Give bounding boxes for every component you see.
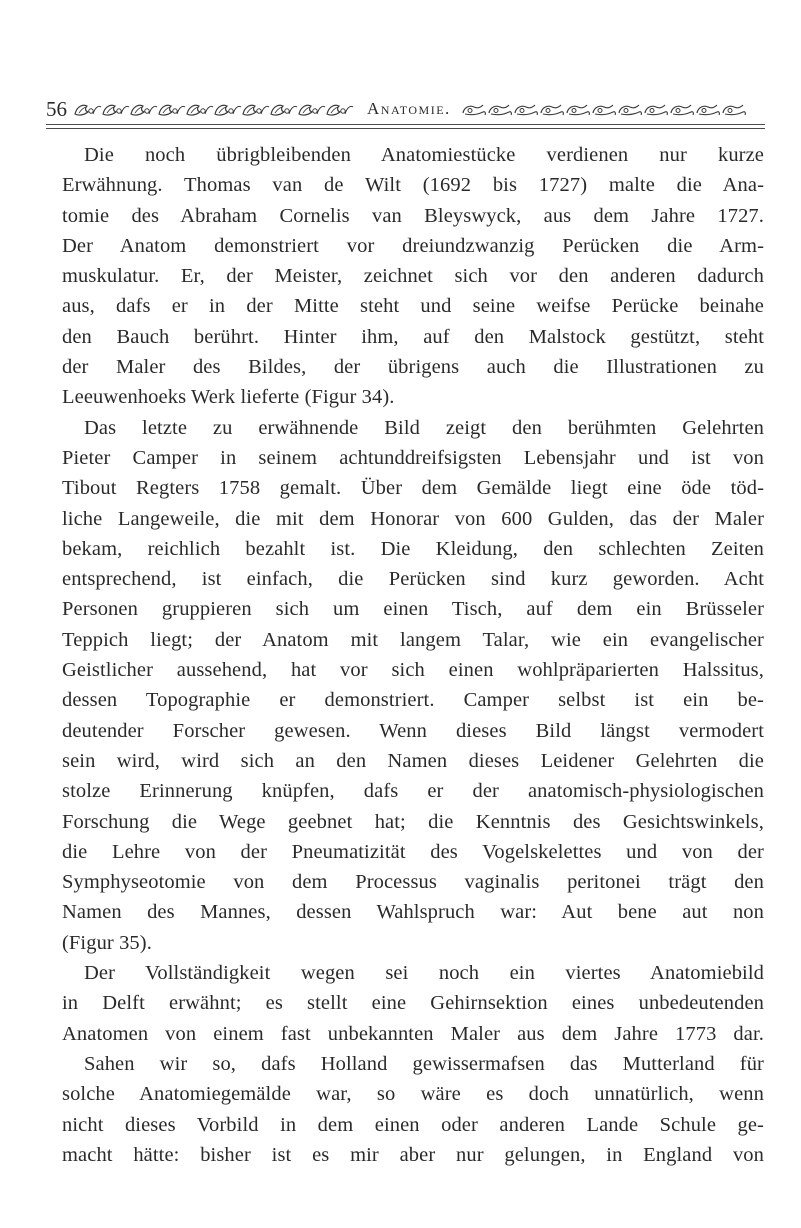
text-line: Namen des Mannes, dessen Wahlspruch war: Aut bene aut non <box>62 901 764 924</box>
text-line: (Figur 35). <box>62 931 152 954</box>
header-rule-lower <box>46 128 765 129</box>
text-line: Personen gruppieren sich um einen Tisch, auf dem ein Brüsseler <box>62 598 764 621</box>
text-line: Geistlicher aussehend, hat vor sich einen wohlpräparierten Halssitus, <box>62 659 764 682</box>
text-line: Sahen wir so, dafs Holland gewissermafsen das Mutterland für <box>84 1052 764 1075</box>
text-line: Teppich liegt; der Anatom mit langem Talar, wie ein evangelischer <box>62 628 764 651</box>
text-line: Die noch übrigbleibenden Anatomiestücke verdienen nur kurze <box>84 144 764 166</box>
text-line: Der Vollständigkeit wegen sei noch ein viertes Anatomiebild <box>84 962 764 985</box>
body-text <box>62 140 764 1170</box>
header-rule-upper <box>46 124 765 125</box>
text-line: stolze Erinnerung knüpfen, dafs er der anatomisch-physiologischen <box>62 780 764 803</box>
running-header <box>46 96 766 122</box>
text-line: entsprechend, ist einfach, die Perücken sind kurz geworden. Acht <box>62 568 764 591</box>
text-line: den Bauch berührt. Hinter ihm, auf den Malstock gestützt, steht <box>62 325 764 348</box>
text-line: Leeuwenhoeks Werk lieferte (Figur 34). <box>62 386 395 409</box>
text-line: Erwähnung. Thomas van de Wilt (1692 bis 1727) malte die Ana- <box>62 174 764 197</box>
text-line: der Maler des Bildes, der übrigens auch die Illustrationen zu <box>62 356 764 379</box>
text-line: Forschung die Wege geebnet hat; die Kenntnis des Gesichtswinkels, <box>62 810 764 833</box>
page-number: 56 <box>46 96 67 121</box>
text-line: Tibout Regters 1758 gemalt. Über dem Gemälde liegt eine öde töd- <box>62 477 764 500</box>
running-title: Anatomie. <box>367 99 451 118</box>
text-line: solche Anatomiegemälde war, so wäre es doch unnatürlich, wenn <box>62 1083 764 1106</box>
text-line: liche Langeweile, die mit dem Honorar von 600 Gulden, das der Maler <box>62 507 764 530</box>
text-line: macht hätte: bisher ist es mir aber nur gelungen, in England von <box>62 1143 764 1166</box>
text-line: deutender Forscher gewesen. Wenn dieses Bild längst vermodert <box>62 719 764 742</box>
ornament-left-icon <box>73 100 355 118</box>
ornament-right-pattern-icon <box>461 101 753 117</box>
text-line: die Lehre von der Pneumatizität des Vogelskelettes und von der <box>62 840 764 863</box>
text-line: muskulatur. Er, der Meister, zeichnet sich vor den anderen dadurch <box>62 265 764 288</box>
text-line: Pieter Camper in seinem achtunddreifsigsten Lebensjahr und ist von <box>62 446 764 469</box>
ornament-right-icon <box>461 100 753 118</box>
text-line: Das letzte zu erwähnende Bild zeigt den berühmten Gelehrten <box>84 416 764 439</box>
text-line: in Delft erwähnt; es stellt eine Gehirnsektion eines unbedeutenden <box>62 992 764 1015</box>
text-line: Der Anatom demonstriert vor dreiundzwanzig Perücken die Arm- <box>62 234 764 257</box>
text-line: nicht dieses Vorbild in dem einen oder anderen Lande Schule ge- <box>62 1113 764 1136</box>
text-line: tomie des Abraham Cornelis van Bleyswyck, aus dem Jahre 1727. <box>62 204 764 227</box>
text-line: Anatomen von einem fast unbekannten Maler aus dem Jahre 1773 dar. <box>62 1022 764 1045</box>
text-line: aus, dafs er in der Mitte steht und seine weifse Perücke beinahe <box>62 295 764 318</box>
text-line: bekam, reichlich bezahlt ist. Die Kleidung, den schlechten Zeiten <box>62 537 764 560</box>
text-line: Symphyseotomie von dem Processus vaginalis peritonei trägt den <box>62 871 764 894</box>
ornament-left-pattern-icon <box>73 101 355 117</box>
text-line: sein wird, wird sich an den Namen dieses Leidener Gelehrten die <box>62 749 764 772</box>
text-line: dessen Topographie er demonstriert. Camper selbst ist ein be- <box>62 689 764 712</box>
